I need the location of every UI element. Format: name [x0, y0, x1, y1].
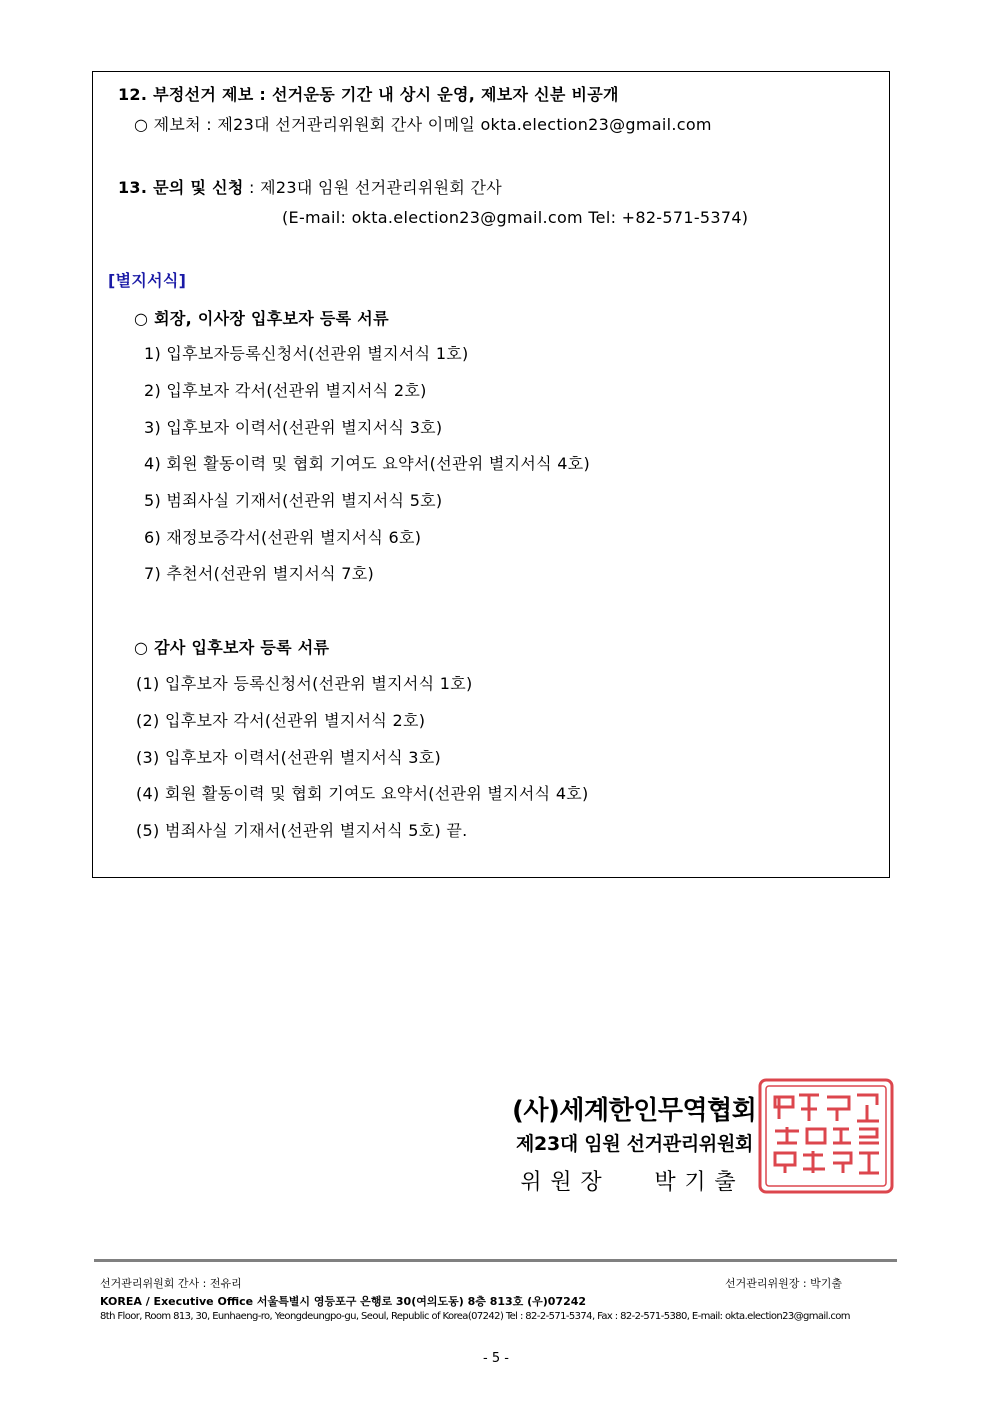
- group1-item: 6) 재정보증각서(선관위 별지서식 6호): [144, 528, 422, 547]
- signature-role-char: 위: [520, 1170, 542, 1195]
- footer-chairman: 선거관리위원장 : 박기출: [725, 1277, 842, 1290]
- group2-item: (5) 범죄사실 기재서(선관위 별지서식 5호) 끝.: [136, 821, 468, 840]
- official-seal-icon: [757, 1077, 895, 1195]
- footer-secretary: 선거관리위원회 간사 : 전유리: [100, 1277, 242, 1290]
- signature-role-char: 장: [580, 1170, 602, 1195]
- section-12-title: 12. 부정선거 제보 : 선거운동 기간 내 상시 운영, 제보자 신분 비공개: [118, 85, 619, 104]
- group2-item: (4) 회원 활동이력 및 협회 기여도 요약서(선관위 별지서식 4호): [136, 784, 589, 803]
- page-number: - 5 -: [483, 1351, 509, 1366]
- signature-name-char: 박: [654, 1170, 676, 1195]
- group2-item: (3) 입후보자 이력서(선관위 별지서식 3호): [136, 748, 442, 767]
- footer-address-ko: KOREA / Executive Office 서울특별시 영등포구 은행로 30(여의도동) 8층 813호 (우)07242: [100, 1295, 587, 1308]
- group1-title: ○ 회장, 이사장 입후보자 등록 서류: [134, 309, 389, 328]
- section-13: [118, 178, 502, 198]
- signature-name-char: 출: [714, 1170, 736, 1195]
- group1-item: 7) 추천서(선관위 별지서식 7호): [144, 564, 375, 583]
- signature-committee: 제23대 임원 선거관리위원회: [516, 1133, 754, 1155]
- signature-role-name: [516, 1165, 740, 1196]
- section-13-label: 13. 문의 및 신청: [118, 178, 244, 197]
- group2-item: (2) 입후보자 각서(선관위 별지서식 2호): [136, 711, 426, 730]
- section-13-contact: (E-mail: okta.election23@gmail.com Tel: +82-571-5374): [282, 208, 749, 227]
- signature-role-char: 원: [550, 1170, 572, 1195]
- signature-name-char: 기: [684, 1170, 706, 1195]
- section-13-text: : 제23대 임원 선거관리위원회 간사: [243, 178, 503, 197]
- group1-item: 3) 입후보자 이력서(선관위 별지서식 3호): [144, 418, 443, 437]
- footer-address-en: 8th Floor, Room 813, 30, Eunhaeng-ro, Yeongdeungpo-gu, Seoul, Republic of Korea(07242) Tel : 82-2-571-5374, Fax : 82-2-571-5380, E-mail: okta.election23@gmail.com: [100, 1311, 850, 1322]
- signature-org: (사)세계한인무역협회: [512, 1096, 757, 1126]
- footer-divider: [94, 1259, 897, 1262]
- group1-item: 4) 회원 활동이력 및 협회 기여도 요약서(선관위 별지서식 4호): [144, 454, 591, 473]
- group1-item: 1) 입후보자등록신청서(선관위 별지서식 1호): [144, 344, 469, 363]
- group1-item: 2) 입후보자 각서(선관위 별지서식 2호): [144, 381, 427, 400]
- attachments-heading: [별지서식]: [108, 271, 187, 290]
- group2-title: ○ 감사 입후보자 등록 서류: [134, 638, 330, 657]
- group2-item: (1) 입후보자 등록신청서(선관위 별지서식 1호): [136, 674, 473, 693]
- section-12-report-line: ○ 제보처 : 제23대 선거관리위원회 간사 이메일 okta.election23@gmail.com: [134, 115, 712, 134]
- group1-item: 5) 범죄사실 기재서(선관위 별지서식 5호): [144, 491, 443, 510]
